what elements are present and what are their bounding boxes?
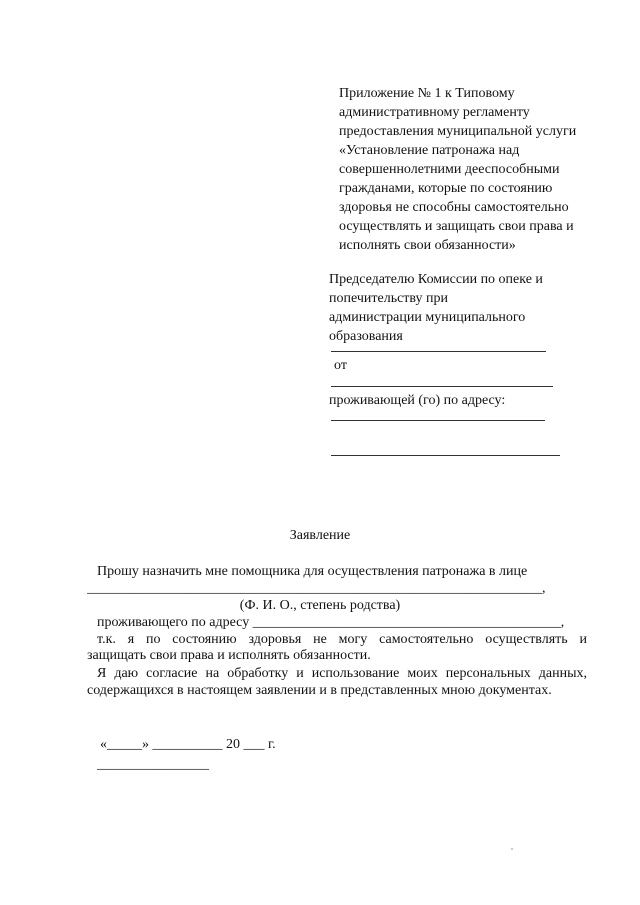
fio-caption: (Ф. И. О., степень родства) xyxy=(239,598,401,613)
appendix-line: совершеннолетними дееспособными xyxy=(339,162,560,177)
applicant-name-field[interactable] xyxy=(331,386,553,387)
addressee-line: образования xyxy=(329,329,403,344)
reason-text-cont: защищать свои права и исполнять обязанности. xyxy=(87,648,371,663)
appendix-header xyxy=(339,84,599,255)
appendix-line: Приложение № 1 к Типовому xyxy=(339,86,515,101)
fio-field[interactable]: _________________________________________________________________, xyxy=(87,581,546,596)
address-field[interactable]: проживающего по адресу ____________________________________________, xyxy=(97,615,565,630)
applicant-address-field-2[interactable] xyxy=(331,455,560,456)
statement-title: Заявление xyxy=(289,528,351,543)
appendix-line: осуществлять и защищать свои права и xyxy=(339,219,574,234)
appendix-line: исполнять свои обязанности» xyxy=(339,238,516,253)
appendix-line: административному регламенту xyxy=(339,105,530,120)
appendix-line: «Установление патронажа над xyxy=(339,143,520,158)
consent-text-cont: содержащихся в настоящем заявлении и в представленных мною документах. xyxy=(87,683,552,698)
request-text: Прошу назначить мне помощника для осуществления патронажа в лице xyxy=(97,564,528,579)
scan-speck xyxy=(511,848,513,850)
consent-text: Я даю согласие на обработку и использование моих персональных данных, xyxy=(97,666,587,681)
date-field[interactable]: «_____» __________ 20 ___ г. xyxy=(100,737,276,752)
addressee-line: попечительству при xyxy=(329,291,449,306)
chairman-name-field[interactable] xyxy=(331,351,546,352)
applicant-address-field[interactable] xyxy=(331,420,545,421)
from-label: от xyxy=(334,358,347,373)
appendix-line: здоровья не способны самостоятельно xyxy=(339,200,569,215)
addressee-block xyxy=(329,270,589,346)
addressee-line: администрации муниципального xyxy=(329,310,526,325)
residing-label: проживающей (го) по адресу: xyxy=(329,393,506,408)
appendix-line: предоставления муниципальной услуги xyxy=(339,124,577,139)
signature-field[interactable]: ________________ xyxy=(97,757,209,772)
addressee-line: Председателю Комиссии по опеке и xyxy=(329,272,543,287)
reason-text: т.к. я по состоянию здоровья не могу самостоятельно осуществлять и xyxy=(97,632,587,647)
appendix-line: гражданами, которые по состоянию xyxy=(339,181,553,196)
